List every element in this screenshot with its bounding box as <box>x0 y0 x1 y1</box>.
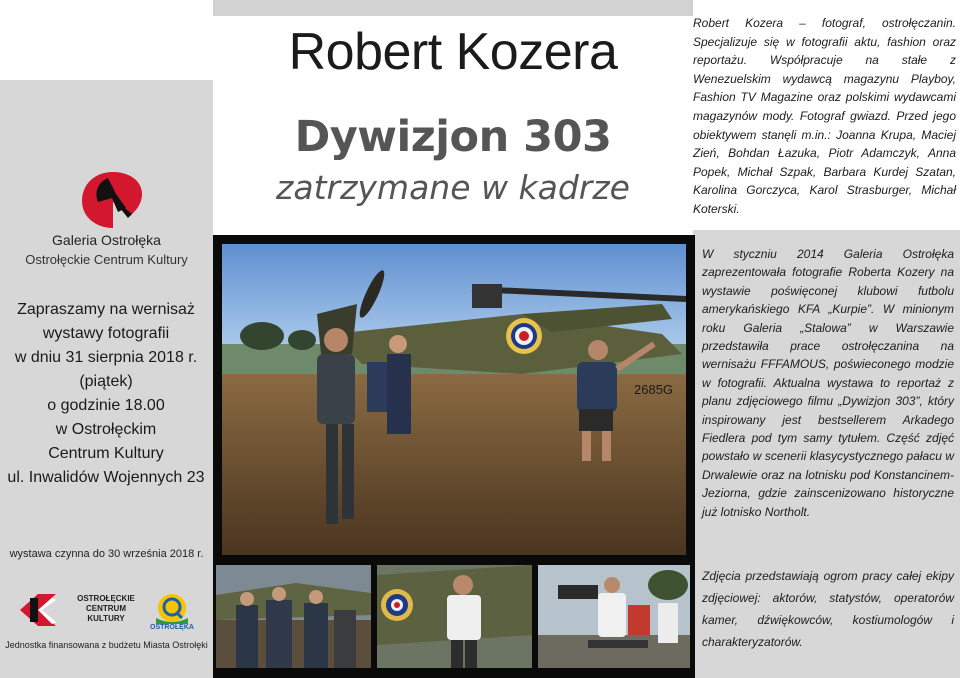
exhibition-subtitle: zatrzymane w kadrze <box>276 168 630 207</box>
ostroleka-logo-text: OSTROŁĘKA <box>150 624 194 631</box>
description-paragraph: W styczniu 2014 Galeria Ostrołęka zaprezentowała fotografie Roberta Kozery na wystawie poświęconej klubowi futbolu amerykańskiego KFA „Kurpie”. W minionym roku Galeria „Stalowa” w Warszawie przedstawiła prace ostrołęczanina na wernisażu FFFAMOUS, poświeconego modzie w fotografii. Aktualna wystawa to reportaż z planu zdjęciowego filmu „Dywizjon 303”, który inspirowany jest bestsellerem Arkadego Fiedlera pod tym samy tytułem. Część zdjęć powstało w scenerii klasycystycznego pałacu w Drwalewie oraz na lotnisku pod Konstancinem-Jeziorna, gdzie zainscenizowano historyczne już lotnisko Northolt. <box>702 247 954 519</box>
invitation-line: w dniu 31 sierpnia 2018 r. <box>14 349 198 366</box>
invitation-line: (piątek) <box>79 373 133 390</box>
gallery-subtitle: Ostrołęckie Centrum Kultury <box>25 252 188 267</box>
top-gray-strip <box>213 0 693 16</box>
ock-line: CENTRUM <box>86 604 126 613</box>
exhibition-title: Dywizjon 303 <box>294 112 612 162</box>
thumbnail-photo-crew <box>216 565 371 668</box>
invitation-line: Zapraszamy na wernisaż <box>17 301 195 318</box>
aircraft-serial: 2685G <box>634 382 674 397</box>
invitation-line: o godzinie 18.00 <box>47 397 165 414</box>
ock-logo-text <box>76 594 136 624</box>
artist-bio: Robert Kozera – fotograf, ostrołęczanin. Specjalizuje się w fotografii aktu, fashion oraz reportażu. Współpracuje na stałe z Wenezuelskim wydawcą magazynu Playboy, Fashion TV Magazine oraz polskimi wydawcami magazynów mody. Fotograf gwiazd. Przed jego obiektywem stanęli m.in.: Joanna Krupa, Maciej Zień, Bohdan Łazuka, Piotr Adamczyk, Anna Popek, Michał Szpak, Barbara Kurdej Szatan, Karolina Gorczyca, Karol Strasburger, Michał Koterski. <box>693 16 956 216</box>
invitation-text <box>6 298 206 490</box>
funding-note: Jednostka finansowana z budżetu Miasta Ostrołęki <box>5 640 208 650</box>
invitation-line: wystawy fotografii <box>42 325 170 342</box>
exhibition-dates-note: wystawa czynna do 30 września 2018 r. <box>9 548 204 560</box>
exhibition-description <box>702 245 954 523</box>
crew-description: Zdjęcia przedstawiają ogrom pracy całej ekipy zdjęciowej: aktorów, statystów, operatorów kamer, dźwiękowców, kostiumologów i charakteryzatorów. <box>702 569 954 649</box>
galeria-ostroleka-logo <box>78 168 148 230</box>
thumbnail-photo-camera <box>538 565 690 668</box>
main-photo <box>222 244 686 555</box>
ock-line: OSTROŁĘCKIE <box>77 594 135 603</box>
thumbnail-photo-actor <box>377 565 532 668</box>
ock-logo <box>16 592 66 628</box>
invitation-line: w Ostrołęckim <box>55 421 157 438</box>
ock-line: KULTURY <box>87 614 125 623</box>
artist-name: Robert Kozera <box>288 23 618 81</box>
invitation-line: Centrum Kultury <box>48 445 164 462</box>
invitation-line: ul. Inwalidów Wojennych 23 <box>7 469 205 486</box>
gallery-name: Galeria Ostrołęka <box>52 232 161 248</box>
